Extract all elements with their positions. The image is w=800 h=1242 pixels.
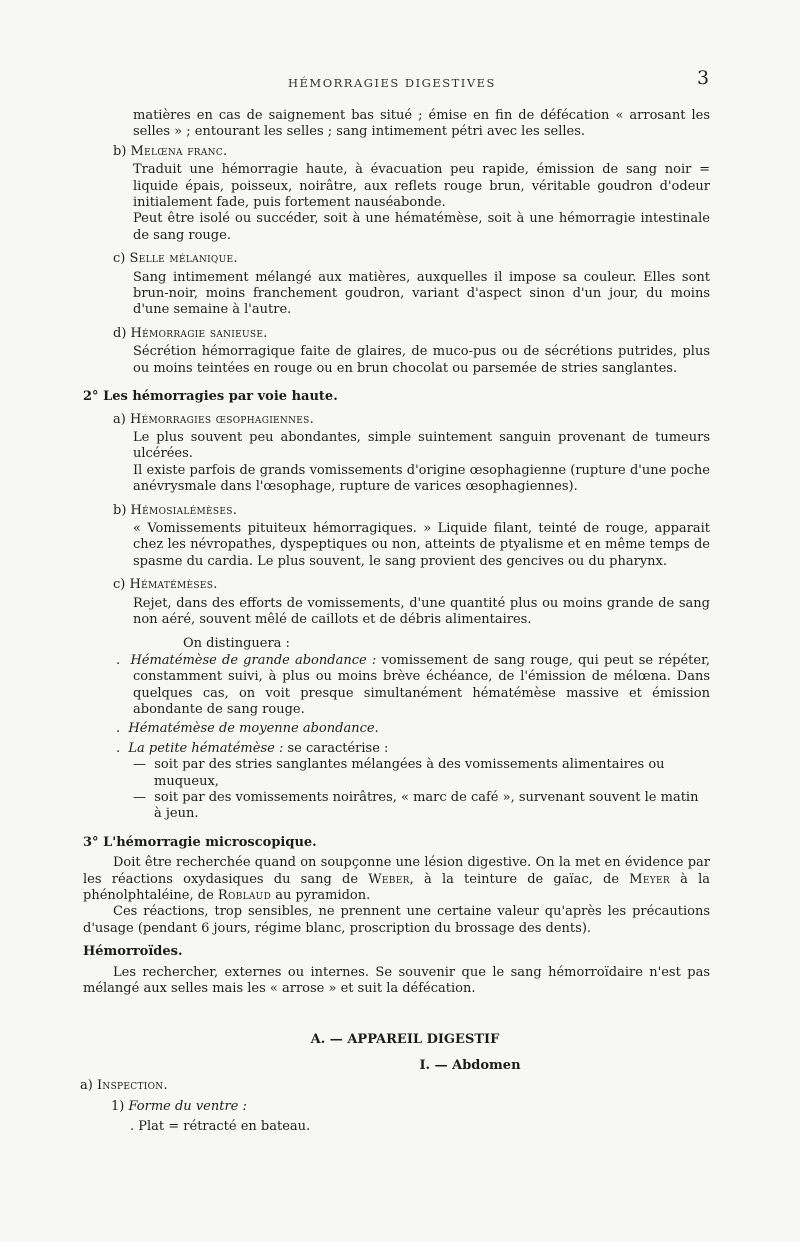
section-microscopique-title: 3° L'hémorragie microscopique. [83,834,317,850]
selle-text: Sang intimement mélangé aux matières, auxquelles il impose sa couleur. Elles sont brun-noir, moins franchement goudron, variant d'aspect sinon d'un jour, du moins d'une semaine à l'autre. [133,269,710,318]
hematemeses-heading [113,577,710,593]
inspection-marker: a) [80,1078,93,1094]
hemosialemeses-marker: b) [113,502,127,518]
forme-marker: 1) [111,1098,125,1114]
bullet-dot: . [116,740,129,756]
list-item-moyenne-abondance [116,721,710,737]
dash-item-marc-de-cafe [133,790,710,823]
moyenne-abondance-title: Hématémèse de moyenne abondance. [128,721,379,737]
sanieuse-text: Sécrétion hémorragique faite de glaires, de muco-pus ou de sécrétions putrides, plus ou moins teintées en rouge ou en brun chocolat ou parsemée de stries sanglantes. [133,344,710,376]
page-number: 3 [697,67,710,89]
hemorroides-text: Les rechercher, externes ou internes. Se souvenir que le sang hémorroïdaire n'est pas mélangé aux selles mais les « arrose » et suit la défécation. [83,964,710,997]
microscopique-text-a: Doit être recherchée quand on soupçonne une lésion digestive. On la met en évidence par les réactions oxydasiques du sang de [83,855,710,887]
dash-item-stries [133,757,710,790]
microscopique-text-d: au pyramidon. [275,888,371,904]
appareil-digestif-title: A. — APPAREIL DIGESTIF [310,1031,500,1047]
distinguera-line: On distinguera : [183,636,290,652]
oesophagiennes-marker: a) [113,411,126,427]
melena-text: Traduit une hémorragie haute, à évacuation peu rapide, émission de sang noir = liquide épais, poisseux, noirâtre, aux reflets rouge brun, véritable goudron d'odeur initialement fade, puis fortement nauséabonde. [133,162,710,211]
hemosialemeses-title: Hémosialémèses. [130,502,238,518]
sanieuse-heading [113,326,710,342]
sanieuse-marker: d) [113,325,127,341]
petite-hematemese-title: La petite hématémèse : [128,740,284,756]
dash-text-marc-de-cafe: soit par des vomissements noirâtres, « marc de café », survenant souvent le matin à jeun. [154,790,699,822]
bullet-dot: . [116,652,131,668]
inspection-heading [80,1078,710,1094]
dash-mark: — [133,790,155,806]
grande-abondance-text: vomissement de sang rouge, qui peut se répéter, constamment suivi, à plus ou moins brève échéance, de l'émission de mélœna. Dans quelques cas, on voit presque simultanément hématémèse massive et émission abondante de sang rouge. [133,652,711,717]
hematemeses-marker: c) [113,577,126,593]
running-title: HÉMORRAGIES DIGESTIVES [288,76,496,90]
dash-mark: — [133,757,155,773]
hematemeses-text: Rejet, dans des efforts de vomissements, d'une quantité plus ou moins grande de sang non aéré, souvent mêlé de caillots et de débris alimentaires. [133,595,710,627]
author-meyer: Meyer [629,871,670,887]
petite-hematemese-text: se caractérise : [287,740,389,756]
grande-abondance-title: Hématémèse de grande abondance : [130,652,377,668]
microscopique-text-b: , à la teinture de gaïac, de [409,871,620,887]
oesophagiennes-title: Hémorragies œsophagiennes. [129,411,315,427]
selle-heading [113,251,710,267]
author-weber: Weber [368,871,410,887]
melena-heading [113,144,710,160]
melena-marker: b) [113,143,127,159]
oesophagiennes-text: Le plus souvent peu abondantes, simple suintement sanguin provenant de tumeurs ulcérées. [133,429,710,462]
oesophagiennes-heading [113,412,710,428]
sanieuse-title: Hémorragie sanieuse. [130,325,268,341]
melena-text-2: Peut être isolé ou succéder, soit à une hématémèse, soit à une hémorragie intestinale de sang rouge. [133,211,710,243]
author-roblaud: Roblaud [217,888,272,904]
plat-line: . Plat = rétracté en bateau. [130,1119,311,1135]
section-voie-haute-title: 2° Les hémorragies par voie haute. [83,389,338,405]
list-item-petite-hematemese [116,741,710,757]
hematemeses-title: Hématémèses. [129,577,218,593]
dash-text-stries: soit par des stries sanglantes mélangées à des vomissements alimentaires ou muqueux, [154,757,665,789]
bullet-dot: . [116,721,129,737]
microscopique-paragraph-2: Ces réactions, trop sensibles, ne prennent une certaine valeur qu'après les précautions d'usage (pendant 6 jours, régime blanc, proscription du brossage des dents). [83,904,710,936]
hemosialemeses-heading [113,503,710,519]
microscopique-text-c: à la phénolphtaléine, de [83,871,711,904]
page-content [80,108,710,1136]
selle-title: Selle mélanique. [129,251,238,267]
melena-title: Melœna franc. [130,143,228,159]
microscopique-paragraph [83,855,710,904]
hemosialemeses-text: « Vomissements pituiteux hémorragiques. » Liquide filant, teinté de rouge, apparait chez les névropathes, dyspeptiques ou non, atteints de ptyalisme et en même temps de spasme du cardia. Le plus souvent, le sang provient des gencives ou du pharynx. [133,520,710,569]
abdomen-title: I. — Abdomen [419,1057,521,1073]
selle-marker: c) [113,251,126,267]
intro-paragraph: matières en cas de saignement bas situé ; émise en fin de défécation « arrosant les selles » ; entourant les selles ; sang intimement pétri avec les selles. [133,108,710,140]
forme-du-ventre-heading [111,1099,710,1115]
hemorroides-title: Hémorroïdes. [83,944,183,960]
oesophagiennes-text-2: Il existe parfois de grands vomissements d'origine œsophagienne (rupture d'une poche anévrysmale dans l'œsophage, rupture de varices œsophagiennes). [133,462,710,495]
inspection-title: Inspection. [96,1078,168,1094]
forme-title: Forme du ventre : [128,1098,247,1114]
list-item-grande-abondance [116,653,710,719]
